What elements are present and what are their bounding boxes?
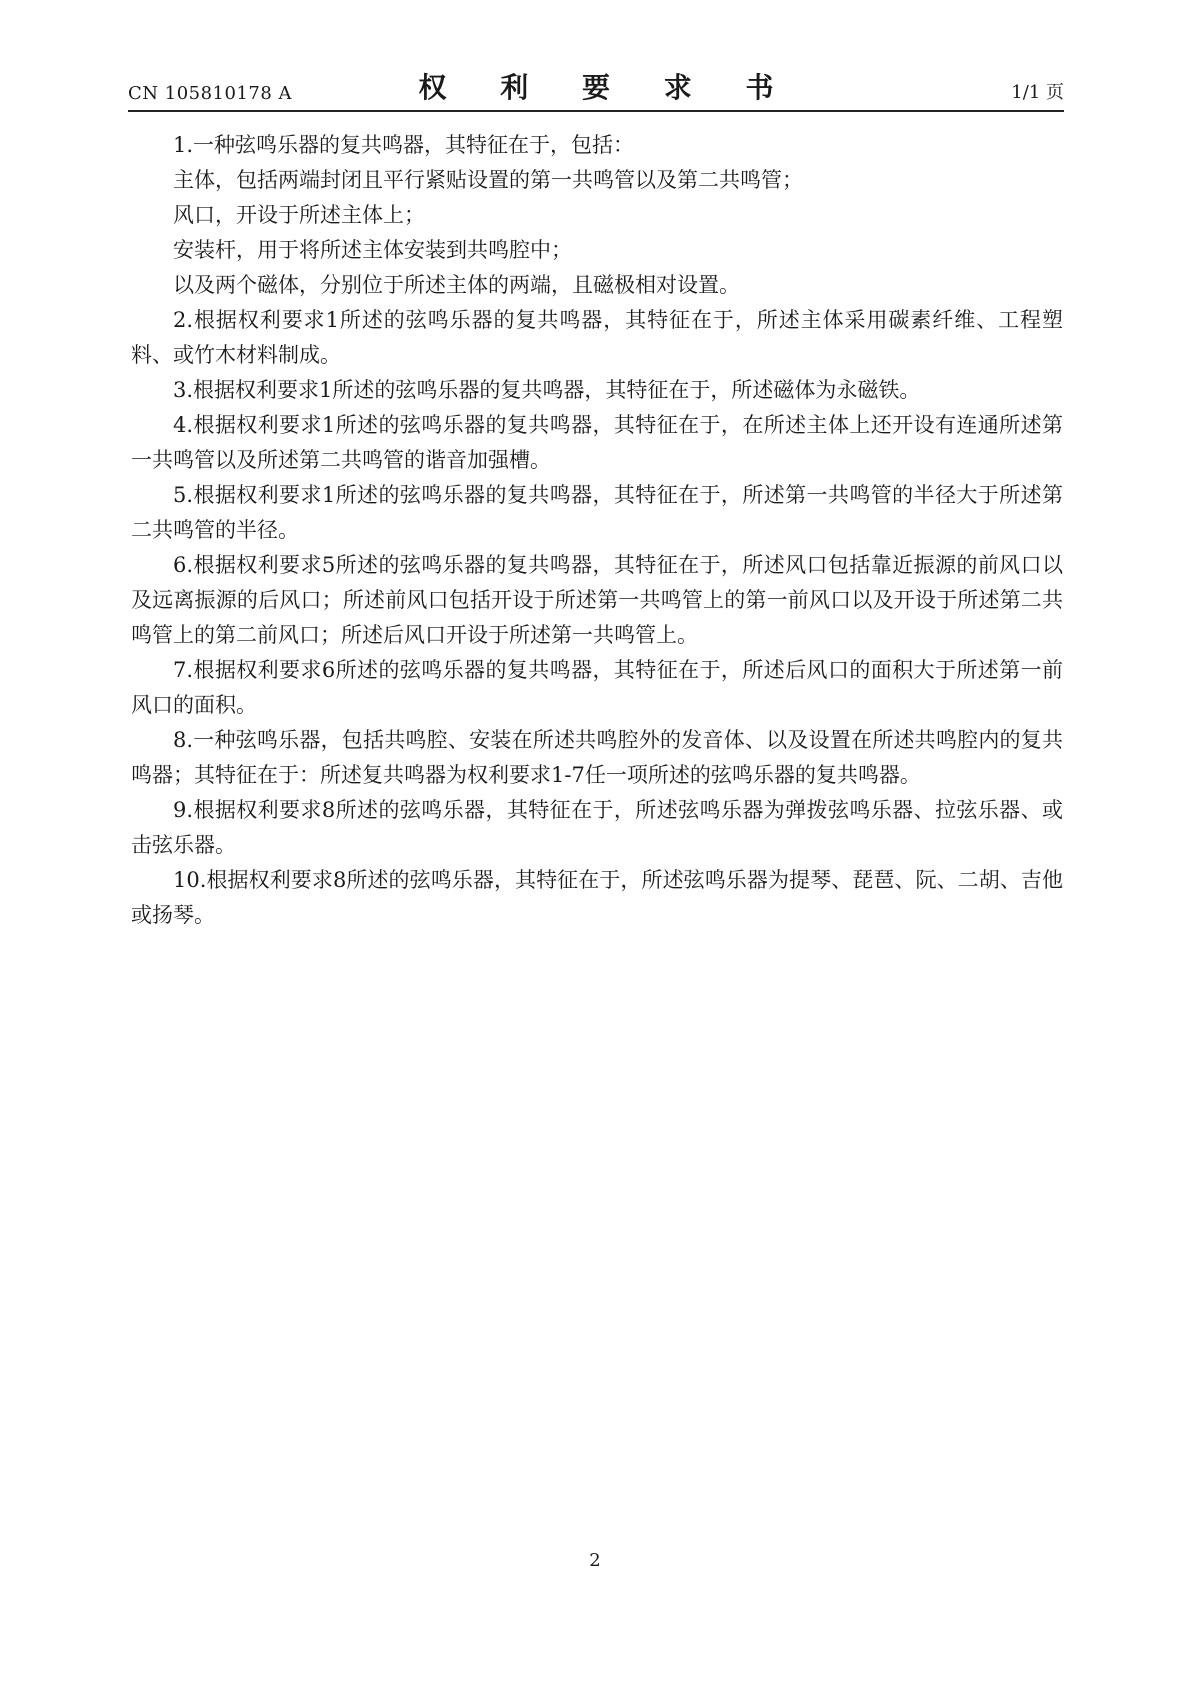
claim-8: 8.一种弦鸣乐器，包括共鸣腔、安装在所述共鸣腔外的发音体、以及设置在所述共鸣腔内的复共鸣器；其特征在于：所述复共鸣器为权利要求1-7任一项所述的弦鸣乐器的复共鸣器。 xyxy=(131,728,1063,787)
claim-9: 9.根据权利要求8所述的弦鸣乐器，其特征在于，所述弦鸣乐器为弹拨弦鸣乐器、拉弦乐器、或击弦乐器。 xyxy=(131,798,1063,857)
page-header xyxy=(128,64,1064,112)
page-number: 2 xyxy=(589,1550,601,1571)
claim-1-air-port-item: 风口，开设于所述主体上； xyxy=(173,203,425,227)
claim-4: 4.根据权利要求1所述的弦鸣乐器的复共鸣器，其特征在于，在所述主体上还开设有连通所述第一共鸣管以及所述第二共鸣管的谐音加强槽。 xyxy=(131,413,1063,472)
publication-number: CN 105810178 A xyxy=(128,83,293,104)
claim-3: 3.根据权利要求1所述的弦鸣乐器的复共鸣器，其特征在于，所述磁体为永磁铁。 xyxy=(173,378,921,402)
claim-1-mounting-rod-item: 安装杆，用于将所述主体安装到共鸣腔中； xyxy=(173,238,572,262)
claim-1-magnet-item: 以及两个磁体，分别位于所述主体的两端，且磁极相对设置。 xyxy=(173,273,740,297)
claim-1-intro: 1.一种弦鸣乐器的复共鸣器，其特征在于，包括： xyxy=(173,133,635,157)
page-count: 1/1 页 xyxy=(1011,82,1064,103)
claims-body xyxy=(131,128,1063,933)
claim-2: 2.根据权利要求1所述的弦鸣乐器的复共鸣器，其特征在于，所述主体采用碳素纤维、工程塑料、或竹木材料制成。 xyxy=(131,308,1063,367)
claim-7: 7.根据权利要求6所述的弦鸣乐器的复共鸣器，其特征在于，所述后风口的面积大于所述第一前风口的面积。 xyxy=(131,658,1063,717)
document-title: 权 利 要 求 书 xyxy=(418,71,796,104)
claim-6: 6.根据权利要求5所述的弦鸣乐器的复共鸣器，其特征在于，所述风口包括靠近振源的前风口以及远离振源的后风口；所述前风口包括开设于所述第一共鸣管上的第一前风口以及开设于所述第二共鸣管上的第二前风口；所述后风口开设于所述第一共鸣管上。 xyxy=(131,553,1063,647)
claim-5: 5.根据权利要求1所述的弦鸣乐器的复共鸣器，其特征在于，所述第一共鸣管的半径大于所述第二共鸣管的半径。 xyxy=(131,483,1063,542)
claim-1-body-item: 主体，包括两端封闭且平行紧贴设置的第一共鸣管以及第二共鸣管； xyxy=(173,168,803,192)
claim-10: 10.根据权利要求8所述的弦鸣乐器，其特征在于，所述弦鸣乐器为提琴、琵琶、阮、二胡、吉他或扬琴。 xyxy=(131,868,1063,927)
